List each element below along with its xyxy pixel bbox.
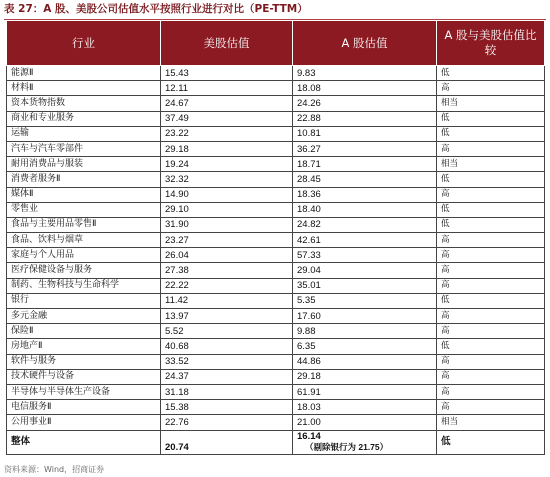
cell-a-valuation: 21.00 bbox=[293, 415, 437, 430]
table-row bbox=[7, 248, 545, 263]
cell-us-valuation: 23.27 bbox=[161, 233, 293, 248]
cell-a-valuation: 17.60 bbox=[293, 309, 437, 324]
total-a-cell bbox=[293, 430, 437, 454]
cell-industry: 银行 bbox=[7, 293, 161, 308]
table-row bbox=[7, 81, 545, 96]
cell-us-valuation: 5.52 bbox=[161, 324, 293, 339]
table-row bbox=[7, 369, 545, 384]
cell-us-valuation: 29.18 bbox=[161, 141, 293, 156]
header-comparison: A 股与美股估值比较 bbox=[437, 21, 545, 66]
source-note: 资料来源：Wind，招商证券 bbox=[4, 465, 105, 474]
cell-a-valuation: 9.83 bbox=[293, 66, 437, 81]
cell-industry: 软件与服务 bbox=[7, 354, 161, 369]
table-row bbox=[7, 415, 545, 430]
cell-comparison: 低 bbox=[437, 202, 545, 217]
table-caption: 表 27：A 股、美股公司估值水平按照行业进行对比（PE-TTM） bbox=[4, 3, 308, 15]
cell-comparison: 低 bbox=[437, 126, 545, 141]
cell-industry: 医疗保健设备与服务 bbox=[7, 263, 161, 278]
cell-comparison: 高 bbox=[437, 233, 545, 248]
table-row bbox=[7, 157, 545, 172]
header-industry: 行业 bbox=[7, 21, 161, 66]
cell-industry: 家庭与个人用品 bbox=[7, 248, 161, 263]
cell-us-valuation: 32.32 bbox=[161, 172, 293, 187]
cell-us-valuation: 15.43 bbox=[161, 66, 293, 81]
cell-us-valuation: 15.38 bbox=[161, 400, 293, 415]
table-row bbox=[7, 263, 545, 278]
table-row bbox=[7, 339, 545, 354]
cell-us-valuation: 27.38 bbox=[161, 263, 293, 278]
header-a-valuation: A 股估值 bbox=[293, 21, 437, 66]
cell-us-valuation: 40.68 bbox=[161, 339, 293, 354]
cell-industry: 食品与主要用品零售Ⅱ bbox=[7, 217, 161, 232]
cell-comparison: 高 bbox=[437, 248, 545, 263]
cell-a-valuation: 42.61 bbox=[293, 233, 437, 248]
cell-comparison: 高 bbox=[437, 278, 545, 293]
table-row bbox=[7, 217, 545, 232]
cell-comparison: 高 bbox=[437, 81, 545, 96]
cell-a-valuation: 10.81 bbox=[293, 126, 437, 141]
cell-comparison: 高 bbox=[437, 187, 545, 202]
cell-us-valuation: 11.42 bbox=[161, 293, 293, 308]
total-a-value: 16.14 bbox=[297, 431, 321, 442]
cell-industry: 制药、生物科技与生命科学 bbox=[7, 278, 161, 293]
cell-industry: 零售业 bbox=[7, 202, 161, 217]
header-us-valuation: 美股估值 bbox=[161, 21, 293, 66]
cell-a-valuation: 35.01 bbox=[293, 278, 437, 293]
cell-comparison: 低 bbox=[437, 339, 545, 354]
cell-us-valuation: 19.24 bbox=[161, 157, 293, 172]
cell-comparison: 高 bbox=[437, 309, 545, 324]
cell-comparison: 相当 bbox=[437, 415, 545, 430]
table-header-row bbox=[7, 21, 545, 66]
cell-a-valuation: 9.88 bbox=[293, 324, 437, 339]
cell-comparison: 高 bbox=[437, 263, 545, 278]
table-row bbox=[7, 111, 545, 126]
table-row bbox=[7, 96, 545, 111]
cell-industry: 商业和专业服务 bbox=[7, 111, 161, 126]
cell-us-valuation: 33.52 bbox=[161, 354, 293, 369]
cell-comparison: 高 bbox=[437, 384, 545, 399]
cell-us-valuation: 31.90 bbox=[161, 217, 293, 232]
cell-industry: 多元金融 bbox=[7, 309, 161, 324]
cell-a-valuation: 22.88 bbox=[293, 111, 437, 126]
cell-comparison: 低 bbox=[437, 293, 545, 308]
total-us-value: 20.74 bbox=[161, 430, 293, 454]
cell-us-valuation: 12.11 bbox=[161, 81, 293, 96]
cell-us-valuation: 14.90 bbox=[161, 187, 293, 202]
table-row bbox=[7, 172, 545, 187]
cell-comparison: 高 bbox=[437, 400, 545, 415]
cell-us-valuation: 29.10 bbox=[161, 202, 293, 217]
table-row bbox=[7, 141, 545, 156]
cell-us-valuation: 13.97 bbox=[161, 309, 293, 324]
cell-us-valuation: 22.76 bbox=[161, 415, 293, 430]
table-row bbox=[7, 187, 545, 202]
cell-industry: 运输 bbox=[7, 126, 161, 141]
cell-comparison: 低 bbox=[437, 111, 545, 126]
total-label: 整体 bbox=[7, 430, 161, 454]
cell-us-valuation: 31.18 bbox=[161, 384, 293, 399]
cell-industry: 电信服务Ⅱ bbox=[7, 400, 161, 415]
cell-us-valuation: 23.22 bbox=[161, 126, 293, 141]
cell-industry: 房地产Ⅱ bbox=[7, 339, 161, 354]
table-row bbox=[7, 293, 545, 308]
table-row bbox=[7, 278, 545, 293]
cell-a-valuation: 57.33 bbox=[293, 248, 437, 263]
cell-a-valuation: 18.40 bbox=[293, 202, 437, 217]
cell-industry: 资本货物指数 bbox=[7, 96, 161, 111]
cell-a-valuation: 24.82 bbox=[293, 217, 437, 232]
valuation-table bbox=[6, 20, 545, 455]
cell-comparison: 高 bbox=[437, 141, 545, 156]
cell-us-valuation: 22.22 bbox=[161, 278, 293, 293]
cell-industry: 材料Ⅱ bbox=[7, 81, 161, 96]
cell-comparison: 低 bbox=[437, 172, 545, 187]
cell-a-valuation: 18.03 bbox=[293, 400, 437, 415]
cell-industry: 保险Ⅱ bbox=[7, 324, 161, 339]
table-row bbox=[7, 66, 545, 81]
cell-comparison: 高 bbox=[437, 354, 545, 369]
cell-industry: 汽车与汽车零部件 bbox=[7, 141, 161, 156]
table-row bbox=[7, 202, 545, 217]
table-row bbox=[7, 384, 545, 399]
cell-comparison: 高 bbox=[437, 369, 545, 384]
cell-industry: 食品、饮料与烟草 bbox=[7, 233, 161, 248]
table-row bbox=[7, 354, 545, 369]
cell-a-valuation: 6.35 bbox=[293, 339, 437, 354]
table-row bbox=[7, 126, 545, 141]
cell-a-valuation: 29.18 bbox=[293, 369, 437, 384]
table-total-row bbox=[7, 430, 545, 454]
cell-comparison: 高 bbox=[437, 324, 545, 339]
cell-a-valuation: 18.36 bbox=[293, 187, 437, 202]
total-comparison: 低 bbox=[437, 430, 545, 454]
cell-a-valuation: 18.08 bbox=[293, 81, 437, 96]
cell-industry: 半导体与半导体生产设备 bbox=[7, 384, 161, 399]
table-row bbox=[7, 309, 545, 324]
cell-a-valuation: 24.26 bbox=[293, 96, 437, 111]
cell-a-valuation: 61.91 bbox=[293, 384, 437, 399]
total-a-note: （剔除银行为 21.75） bbox=[305, 442, 389, 452]
table-row bbox=[7, 400, 545, 415]
cell-industry: 耐用消费品与服装 bbox=[7, 157, 161, 172]
cell-industry: 消费者服务Ⅱ bbox=[7, 172, 161, 187]
cell-industry: 公用事业Ⅱ bbox=[7, 415, 161, 430]
table-row bbox=[7, 324, 545, 339]
cell-a-valuation: 18.71 bbox=[293, 157, 437, 172]
cell-a-valuation: 28.45 bbox=[293, 172, 437, 187]
cell-industry: 技术硬件与设备 bbox=[7, 369, 161, 384]
cell-comparison: 低 bbox=[437, 66, 545, 81]
cell-comparison: 相当 bbox=[437, 96, 545, 111]
table-row bbox=[7, 233, 545, 248]
cell-a-valuation: 5.35 bbox=[293, 293, 437, 308]
cell-comparison: 相当 bbox=[437, 157, 545, 172]
cell-us-valuation: 26.04 bbox=[161, 248, 293, 263]
cell-industry: 能源Ⅱ bbox=[7, 66, 161, 81]
cell-us-valuation: 37.49 bbox=[161, 111, 293, 126]
cell-us-valuation: 24.67 bbox=[161, 96, 293, 111]
cell-comparison: 低 bbox=[437, 217, 545, 232]
cell-a-valuation: 36.27 bbox=[293, 141, 437, 156]
cell-industry: 媒体Ⅱ bbox=[7, 187, 161, 202]
cell-us-valuation: 24.37 bbox=[161, 369, 293, 384]
cell-a-valuation: 29.04 bbox=[293, 263, 437, 278]
cell-a-valuation: 44.86 bbox=[293, 354, 437, 369]
